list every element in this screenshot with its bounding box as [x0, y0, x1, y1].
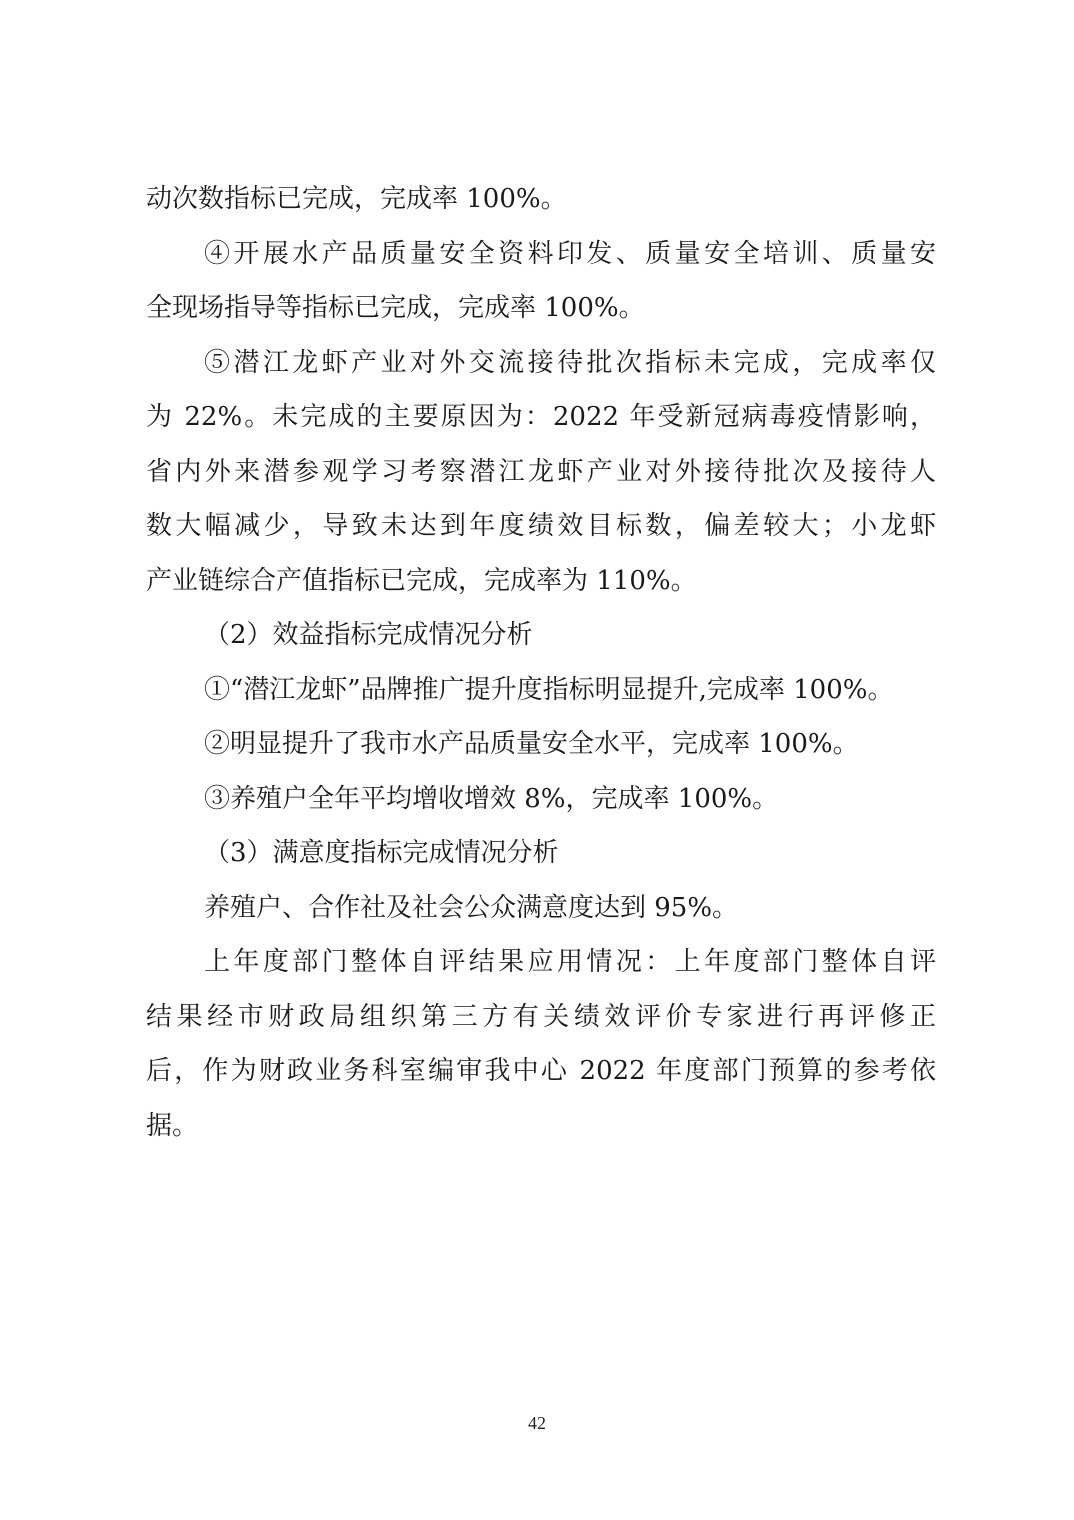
- body-text: [146, 172, 936, 1153]
- text-line: 全现场指导等指标已完成，完成率 100%。: [146, 293, 645, 323]
- text-line: 后，作为财政业务科室编审我中心 2022 年度部门预算的参考依: [146, 1056, 936, 1086]
- section-heading: （3）满意度指标完成情况分析: [204, 838, 559, 868]
- text-line: 据。: [146, 1110, 199, 1141]
- text-line: 上年度部门整体自评结果应用情况：上年度部门整体自评: [204, 947, 936, 977]
- text-line: 为 22%。未完成的主要原因为：2022 年受新冠病毒疫情影响，: [146, 402, 936, 432]
- text-line: 数大幅减少，导致未达到年度绩效目标数，偏差较大；小龙虾: [146, 511, 936, 541]
- text-line: ①“潜江龙虾”品牌推广提升度指标明显提升,完成率 100%。: [204, 674, 894, 705]
- text-line: ⑤潜江龙虾产业对外交流接待批次指标未完成，完成率仅: [204, 347, 936, 378]
- text-line: ③养殖户全年平均增收增效 8%，完成率 100%。: [204, 783, 779, 814]
- page-number: 42: [528, 1413, 546, 1433]
- text-line: 省内外来潜参观学习考察潜江龙虾产业对外接待批次及接待人: [146, 456, 936, 487]
- text-line: ④开展水产品质量安全资料印发、质量安全培训、质量安: [204, 238, 936, 269]
- text-line: 动次数指标已完成，完成率 100%。: [146, 184, 567, 214]
- text-line: ②明显提升了我市水产品质量安全水平，完成率 100%。: [204, 729, 859, 759]
- text-line: 产业链综合产值指标已完成，完成率为 110%。: [146, 565, 697, 596]
- text-line: 养殖户、合作社及社会公众满意度达到 95%。: [204, 892, 739, 923]
- text-line: 结果经市财政局组织第三方有关绩效评价专家进行再评修正: [146, 1001, 936, 1032]
- section-heading: （2）效益指标完成情况分析: [204, 620, 533, 650]
